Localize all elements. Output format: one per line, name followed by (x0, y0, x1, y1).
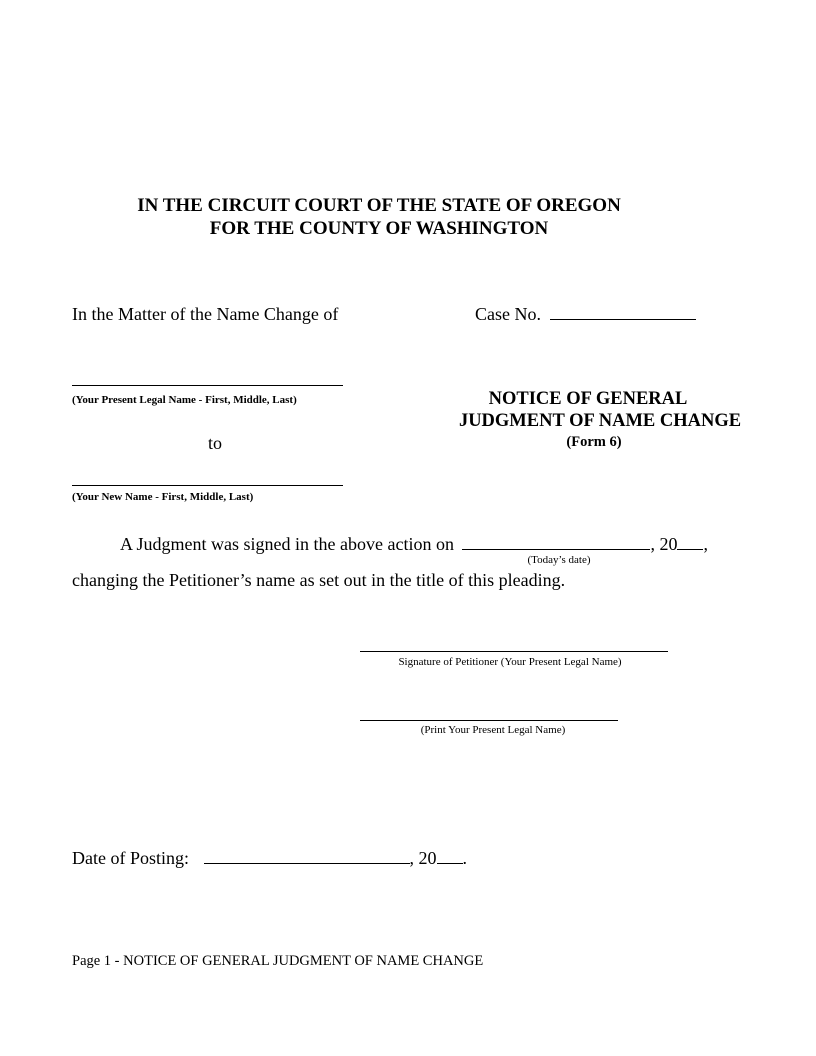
judgment-year-suffix: , (703, 534, 708, 554)
form-number: (Form 6) (566, 434, 622, 450)
court-heading-line2: FOR THE COUNTY OF WASHINGTON (209, 218, 549, 239)
posting-year-blank[interactable] (437, 847, 463, 864)
new-name-line[interactable] (72, 485, 343, 486)
judgment-date-blank[interactable] (462, 533, 650, 550)
posting-date-label: Date of Posting: (72, 848, 189, 868)
case-number-field (475, 303, 696, 325)
judgment-sentence-end: changing the Petitioner’s name as set out in the title of this pleading. (72, 570, 566, 590)
page-footer: Page 1 - NOTICE OF GENERAL JUDGMENT OF NAME CHANGE (72, 953, 484, 969)
signature-line[interactable] (360, 651, 668, 652)
present-name-caption: (Your Present Legal Name - First, Middle, Last) (72, 394, 297, 406)
judgment-year-blank[interactable] (677, 533, 703, 550)
posting-year-prefix: , 20 (409, 848, 437, 868)
judgment-sentence-start: A Judgment was signed in the above action on (120, 534, 454, 554)
notice-title-line1: NOTICE OF GENERAL (488, 389, 688, 409)
to-label: to (208, 433, 223, 453)
court-heading-line1: IN THE CIRCUIT COURT OF THE STATE OF OREGON (137, 195, 621, 216)
judgment-year-prefix: , 20 (650, 534, 678, 554)
posting-date-blank[interactable] (204, 847, 410, 864)
judgment-sentence (120, 533, 708, 555)
signature-caption: Signature of Petitioner (Your Present Legal Name) (398, 656, 622, 668)
print-name-caption: (Print Your Present Legal Name) (420, 724, 566, 736)
todays-date-caption: (Today’s date) (527, 554, 591, 566)
case-number-blank[interactable] (550, 303, 696, 320)
case-number-label: Case No. (475, 304, 541, 324)
notice-title-line2: JUDGMENT OF NAME CHANGE (458, 411, 742, 431)
matter-label: In the Matter of the Name Change of (72, 304, 339, 324)
print-name-line[interactable] (360, 720, 618, 721)
new-name-caption: (Your New Name - First, Middle, Last) (72, 491, 254, 503)
present-name-line[interactable] (72, 385, 343, 386)
posting-year-suffix: . (462, 848, 467, 868)
posting-date-field (72, 847, 467, 869)
